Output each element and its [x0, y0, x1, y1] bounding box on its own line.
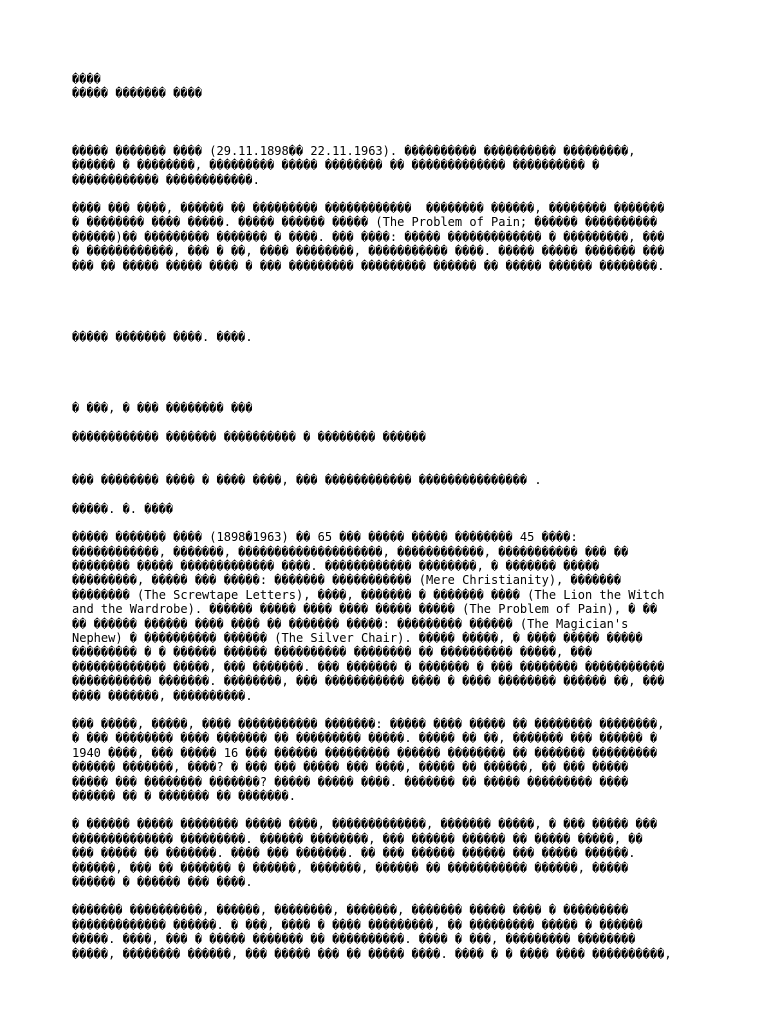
paragraph-6: ��� �������� ���� � ���� ����, ��� ������������ ��������������� . [72, 473, 542, 488]
paragraph-3: ����� ������� ����. ����. [72, 330, 253, 345]
paragraph-8: ����� ������� ���� (1898�1963) �� 65 ��� ����� ����� �������� 45 ����: ������������, �������, ��������������������, ������������, ����������� ��� �� �������� ����� ������������� ����. ������������ ��������, � ������� ����� ���������, ����� ��� �����: ������� ����������� (Mere Christianity), ������� �������� (The Screwtape Letters), ����, ������� � ������� ���� (The Lion the Witch and the Wardrobe). ������ ����� ���� ���� ����� ����� (The Problem of Pain), � �� �� ������ ������ ���� ���� �� ������� �����: ��������� ������ (The Magician's Nephew) � ���������� ������ (The Silver Chair). ����� �����, � ���� ����� ����� ��������� � � ������ ������ ���������� �������� �� ���������� �����, ��� ������������� �����, ��� �������. ��� ������� � ������� � ��� �������� ����������� ����������� �������. ��������, ��� ����������� ���� � ���� �������� ������ ��, ��� ���� �������, ����������. [72, 530, 665, 703]
paragraph-10: � ������ ����� �������� ����� ����, �������������, ������� �����, � ��� ����� ��� �������������� ���������. ������ ��������, ��� ������ ������ �� ����� �����, �� ��� ����� �� �������. ���� ��� �������. �� ��� ������ ������ ��� ����� ������. ������, ��� �� ������� � ������, �������, ������ �� ����������� ������, ����� ������ � ������ ��� ����. [72, 817, 658, 890]
paragraph-7: �����. �. ���� [72, 501, 174, 516]
paragraph-4: � ���, � ��� �������� ��� [72, 401, 253, 416]
paragraph-5: ������������ ������� ���������� � �������� ������ [72, 429, 427, 444]
paragraph-11: ������� ����������, ������, ��������, �������, ������� ����� ���� � ��������� ������������� ������. � ���, ���� � ���� ���������, �� ��������� ����� � ������ �����. ����, ��� � ����� ������� �� ����������. ���� � ���, ��������� �������� �����, �������� ������, ��� ����� ��� �� ����� ����. ���� � � ���� ���� ����������, [72, 903, 672, 961]
paragraph-2: ���� ��� ����, ������ �� ��������� ������������ �������� ������, �������� ������� � �������� ���� �����. ����� ������ ����� (The Problem of Pain; ������ ���������� ������)�� ��������� ������� � ����. ��� ����: ����� ������������� � ���������, ��� � ������������, ��� � ��, ���� ��������, ����������� ����. ����� ����� ������� ��� ��� �� ����� ����� ���� � ��� ��������� ��������� ������ �� ����� ������ ��������. [72, 201, 665, 273]
paragraph-1: ����� ������� ���� (29.11.1898�� 22.11.1963). ���������� ���������� ���������, ������ � ��������, ��������� ����� �������� �� ������������� ���������� � ������������ ������������. [72, 143, 636, 187]
header-line-1: ���� [72, 72, 101, 86]
header-line-2: ����� ������� ���� [72, 86, 203, 101]
paragraph-9: ��� �����, �����, ���� ����������� �������: ����� ���� ����� �� �������� ��������, � ��� �������� ���� ������� �� ��������� �����. ����� �� ��, ������� ��� ������ � 1940 ����, ��� ����� 16 ��� ������ ��������� ������ �������� �� ������� ��������� ������ �������, ����? � ��� ��� ����� ��� ����, ����� �� ������, �� ��� ����� ����� ��� �������� �������? ����� ����� ����. ������� �� ����� ��������� ���� ������ �� � ������� �� �������. [72, 716, 665, 803]
document-body [72, 72, 696, 961]
